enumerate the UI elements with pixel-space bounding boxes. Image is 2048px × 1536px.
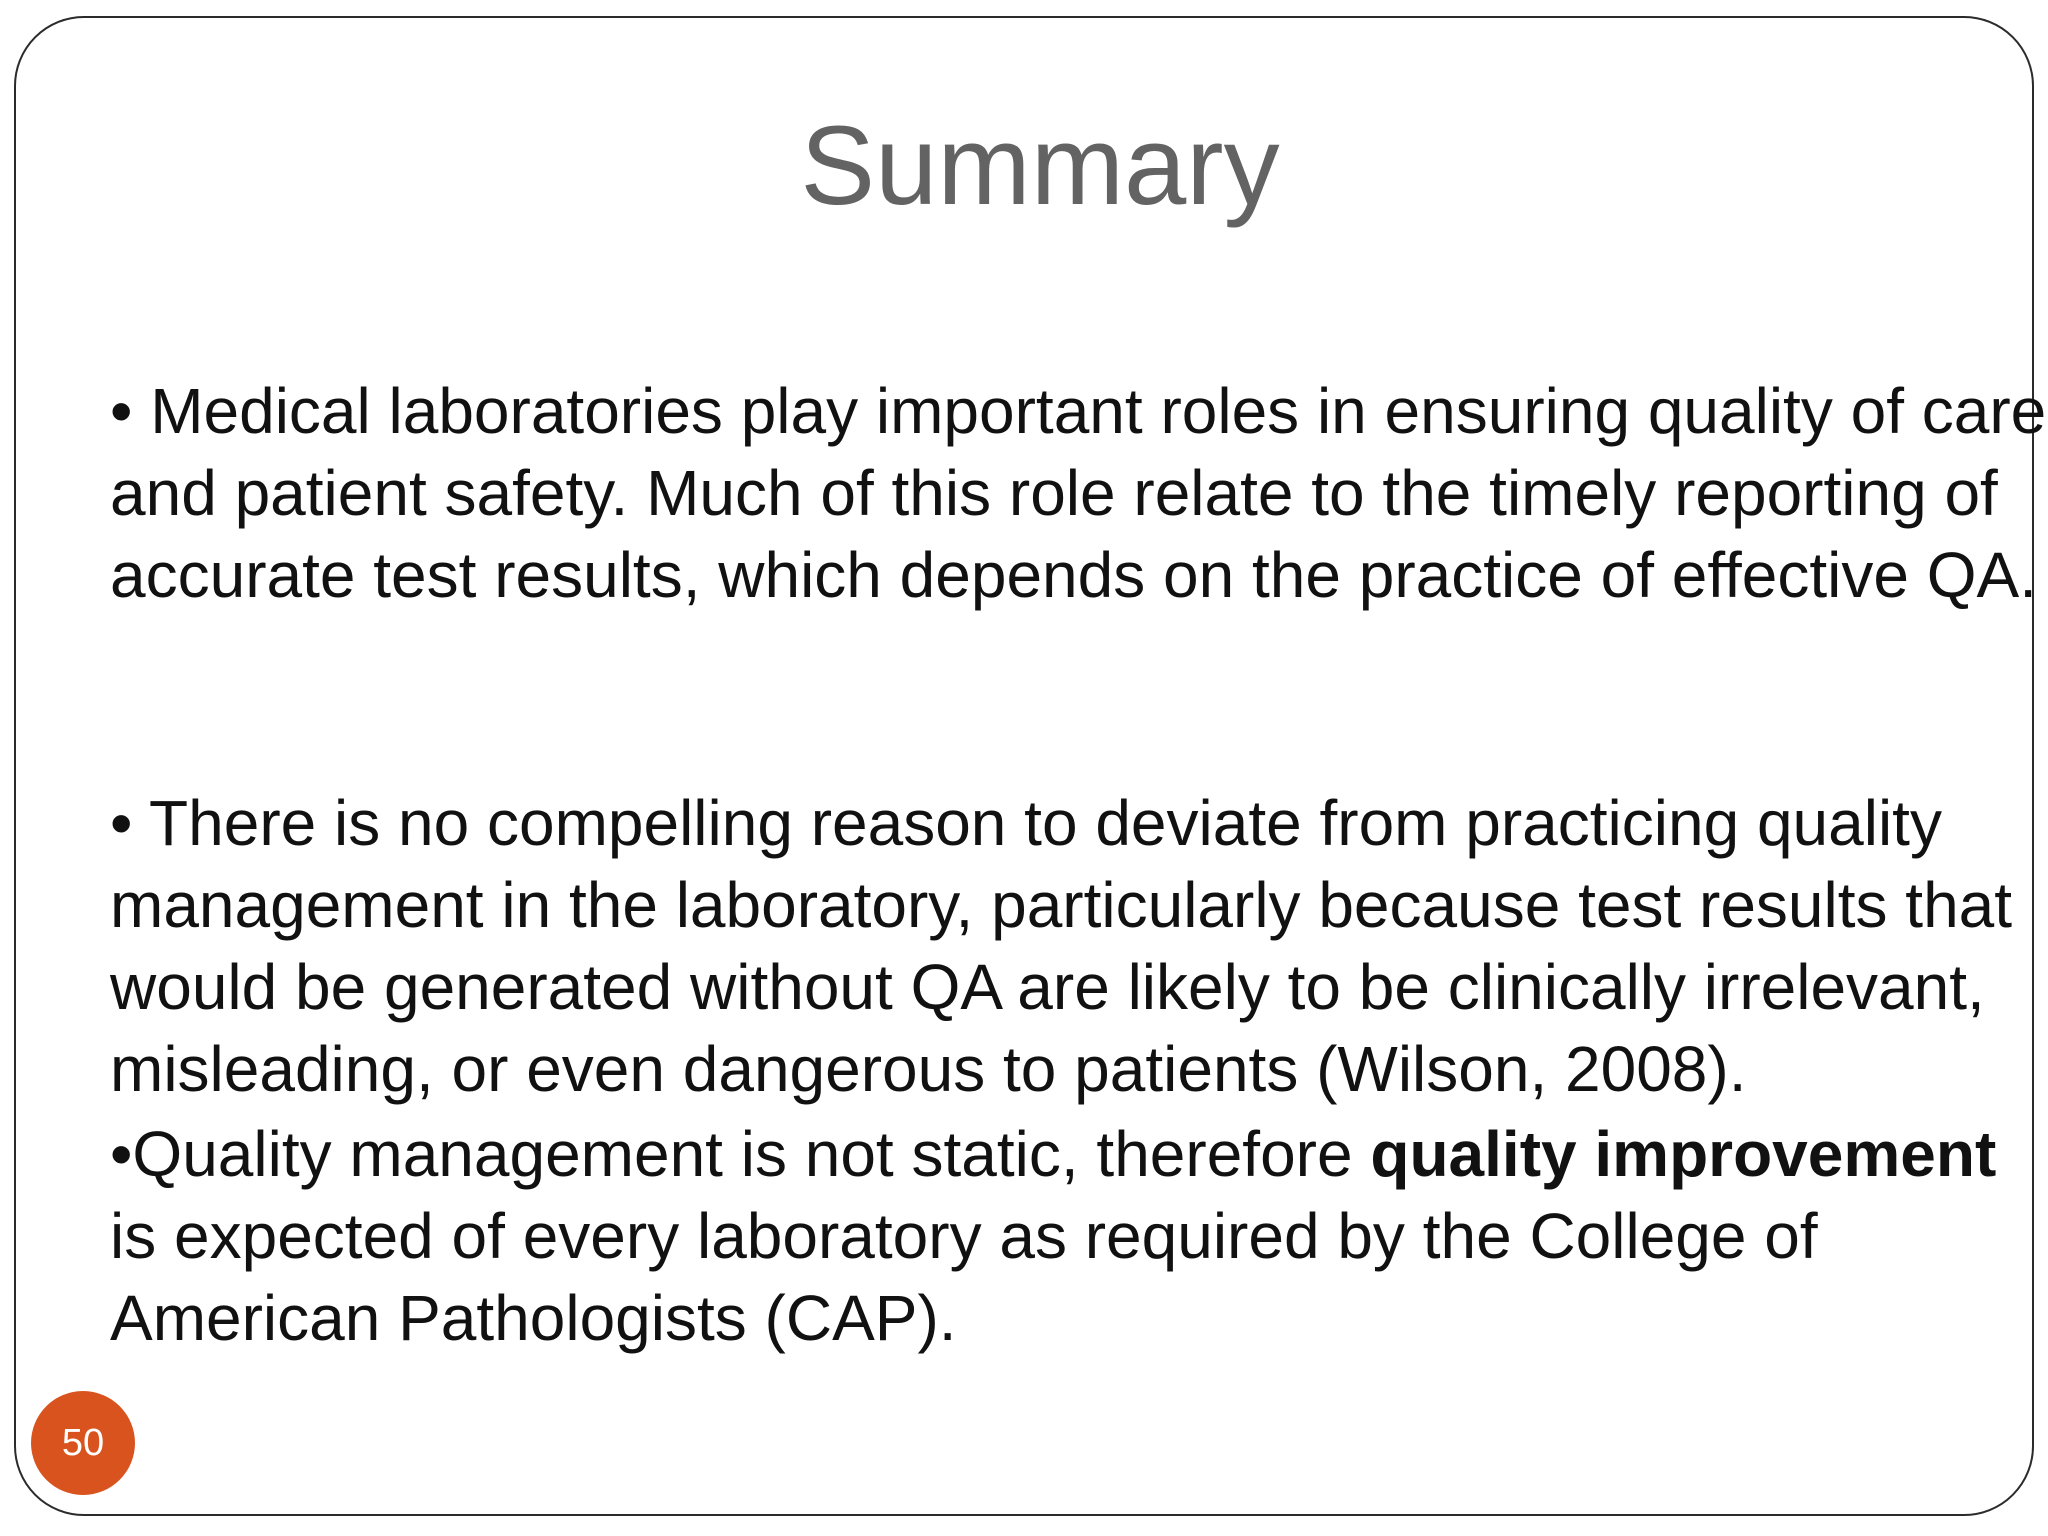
slide-title: Summary xyxy=(800,103,1280,228)
bullet-no-reason-to-deviate: • There is no compelling reason to deviate from practicing quality management in the laboratory, particularly because test results that would be generated without QA are likely to be clinically irrelevant, misleading, or even dangerous to patients (Wilson, 2008). xyxy=(110,787,2013,1105)
bold-quality-improvement: quality improvement xyxy=(1370,1118,1997,1190)
bullet-text-before: •Quality management is not static, therefore xyxy=(110,1118,1371,1190)
bullet-qa-role: • Medical laboratories play important roles in ensuring quality of care and patient safety. Much of this role relate to the timely reporting of accurate test results, which depends on the practice of effective QA. xyxy=(110,375,2047,611)
page-number-badge: 50 xyxy=(31,1391,135,1495)
bullet-quality-improvement xyxy=(110,1113,2048,1359)
bullet-text-after: is expected of every laboratory as required by the College of American Pathologists (CAP). xyxy=(110,1200,1818,1354)
